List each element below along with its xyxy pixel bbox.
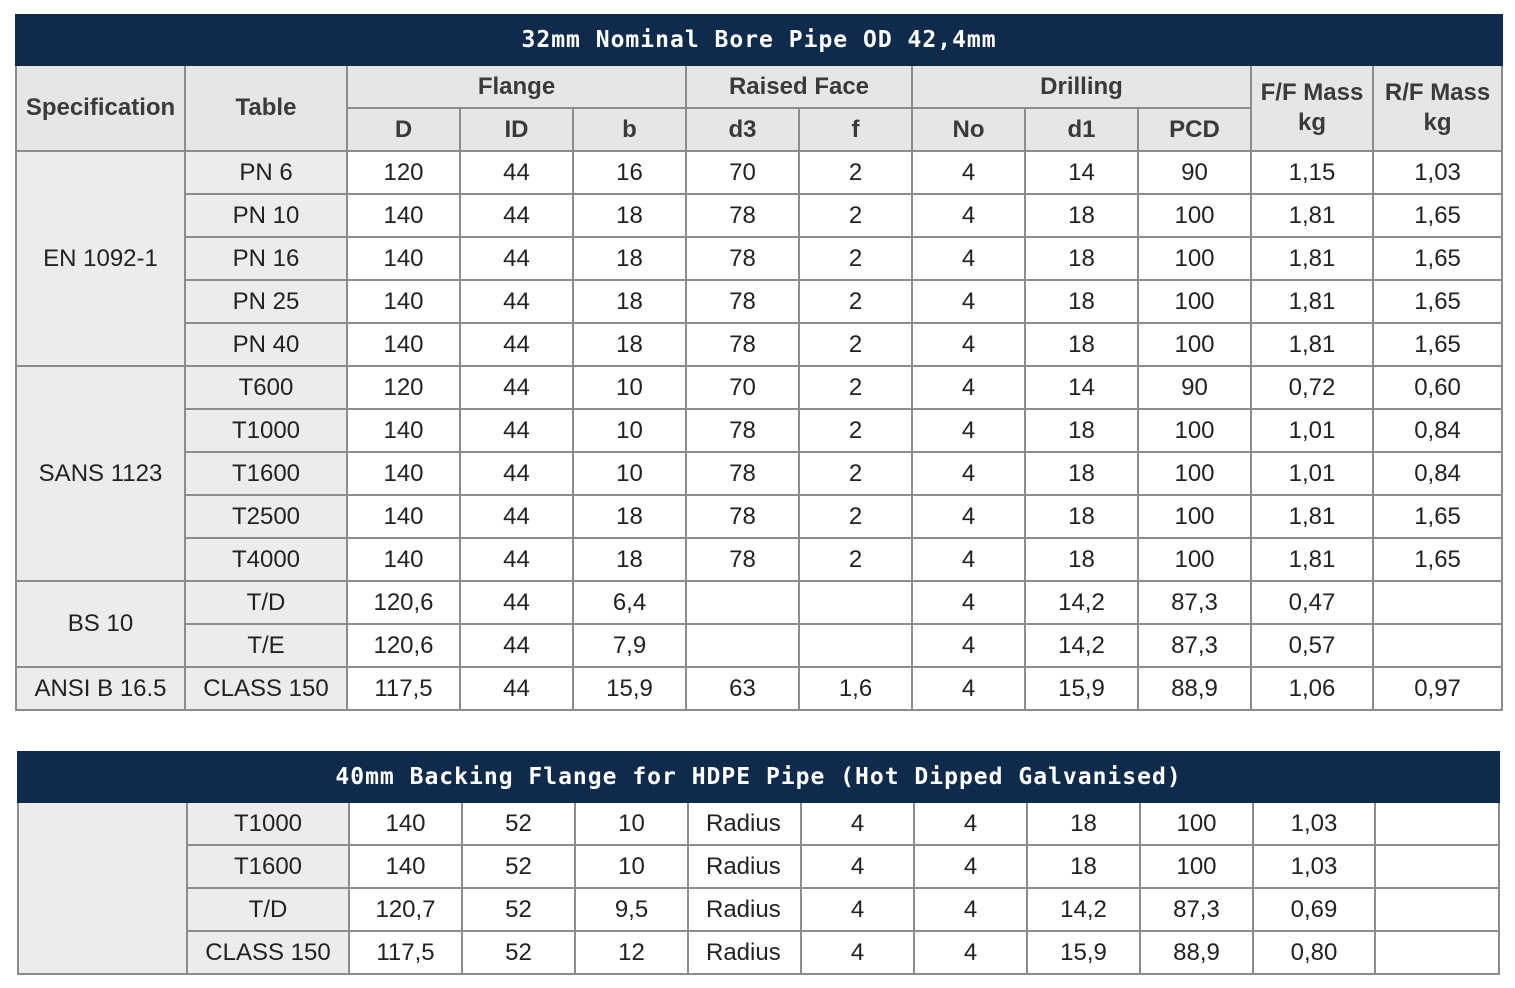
value-cell: 78: [686, 237, 799, 280]
table-name-cell: CLASS 150: [187, 931, 349, 974]
value-cell: 78: [686, 409, 799, 452]
value-cell: 87,3: [1138, 624, 1251, 667]
value-cell: 140: [347, 495, 460, 538]
value-cell: [1375, 888, 1499, 931]
value-cell: 120,7: [349, 888, 462, 931]
value-cell: 100: [1138, 280, 1251, 323]
value-cell: 10: [573, 366, 686, 409]
subheader-pcd: PCD: [1138, 108, 1251, 151]
value-cell: 100: [1138, 495, 1251, 538]
value-cell: 78: [686, 495, 799, 538]
value-cell: 4: [912, 366, 1025, 409]
value-cell: 1,65: [1373, 538, 1502, 581]
value-cell: 15,9: [1025, 667, 1138, 710]
table-name-cell: T600: [185, 366, 347, 409]
value-cell: 4: [801, 802, 914, 845]
value-cell: 2: [799, 194, 912, 237]
value-cell: 44: [460, 323, 573, 366]
value-cell: 78: [686, 538, 799, 581]
value-cell: 0,69: [1253, 888, 1375, 931]
specification-cell: [18, 802, 187, 974]
value-cell: 78: [686, 280, 799, 323]
value-cell: 0,80: [1253, 931, 1375, 974]
value-cell: 18: [573, 538, 686, 581]
value-cell: 1,81: [1251, 194, 1373, 237]
table-name-cell: T1600: [187, 845, 349, 888]
value-cell: 4: [912, 323, 1025, 366]
value-cell: 44: [460, 194, 573, 237]
specification-cell: EN 1092-1: [16, 151, 185, 366]
value-cell: 1,65: [1373, 280, 1502, 323]
table-title: 40mm Backing Flange for HDPE Pipe (Hot Dipped Galvanised): [18, 752, 1499, 802]
value-cell: 14,2: [1025, 624, 1138, 667]
value-cell: 117,5: [349, 931, 462, 974]
value-cell: [1373, 581, 1502, 624]
value-cell: 100: [1138, 538, 1251, 581]
value-cell: 0,47: [1251, 581, 1373, 624]
value-cell: 2: [799, 237, 912, 280]
table-row: [18, 845, 1499, 888]
value-cell: Radius: [688, 845, 801, 888]
value-cell: 18: [573, 237, 686, 280]
value-cell: 18: [1025, 452, 1138, 495]
subheader-d: D: [347, 108, 460, 151]
value-cell: 4: [912, 194, 1025, 237]
table-row: [16, 538, 1502, 581]
value-cell: 4: [914, 802, 1027, 845]
table-row: [16, 323, 1502, 366]
value-cell: 44: [460, 452, 573, 495]
value-cell: 14,2: [1025, 581, 1138, 624]
value-cell: 0,84: [1373, 452, 1502, 495]
value-cell: 44: [460, 151, 573, 194]
table-name-cell: PN 6: [185, 151, 347, 194]
value-cell: 18: [1025, 323, 1138, 366]
value-cell: 15,9: [1027, 931, 1140, 974]
value-cell: 10: [573, 452, 686, 495]
table-row: [18, 888, 1499, 931]
subheader-no: No: [912, 108, 1025, 151]
value-cell: 2: [799, 366, 912, 409]
value-cell: 117,5: [347, 667, 460, 710]
value-cell: 0,60: [1373, 366, 1502, 409]
value-cell: 140: [347, 280, 460, 323]
value-cell: 44: [460, 237, 573, 280]
value-cell: [799, 624, 912, 667]
value-cell: 1,06: [1251, 667, 1373, 710]
value-cell: 2: [799, 151, 912, 194]
backing-flange-table-40mm: [17, 751, 1500, 975]
value-cell: Radius: [688, 888, 801, 931]
value-cell: 4: [912, 581, 1025, 624]
value-cell: [1375, 845, 1499, 888]
table-name-cell: T2500: [185, 495, 347, 538]
header-raised-face: Raised Face: [686, 65, 912, 108]
table-row: [16, 624, 1502, 667]
value-cell: 1,6: [799, 667, 912, 710]
value-cell: 7,9: [573, 624, 686, 667]
value-cell: Radius: [688, 931, 801, 974]
value-cell: 14: [1025, 151, 1138, 194]
value-cell: 87,3: [1140, 888, 1253, 931]
value-cell: [1373, 624, 1502, 667]
table-name-cell: PN 16: [185, 237, 347, 280]
value-cell: 18: [573, 280, 686, 323]
table-name-cell: T1600: [185, 452, 347, 495]
value-cell: 120,6: [347, 581, 460, 624]
value-cell: 6,4: [573, 581, 686, 624]
value-cell: 2: [799, 538, 912, 581]
value-cell: 1,03: [1373, 151, 1502, 194]
table-row: [18, 931, 1499, 974]
value-cell: 1,15: [1251, 151, 1373, 194]
value-cell: 100: [1138, 323, 1251, 366]
value-cell: 78: [686, 194, 799, 237]
subheader-b: b: [573, 108, 686, 151]
table-name-cell: T4000: [185, 538, 347, 581]
value-cell: 1,81: [1251, 280, 1373, 323]
table-name-cell: T1000: [187, 802, 349, 845]
value-cell: 100: [1138, 237, 1251, 280]
value-cell: 44: [460, 538, 573, 581]
value-cell: 0,84: [1373, 409, 1502, 452]
value-cell: 18: [573, 194, 686, 237]
value-cell: 0,97: [1373, 667, 1502, 710]
table-row: [16, 194, 1502, 237]
value-cell: 44: [460, 280, 573, 323]
table-row: [16, 151, 1502, 194]
specification-cell: BS 10: [16, 581, 185, 667]
value-cell: 4: [914, 931, 1027, 974]
value-cell: 4: [912, 151, 1025, 194]
table-name-cell: PN 40: [185, 323, 347, 366]
value-cell: 18: [1027, 845, 1140, 888]
value-cell: 16: [573, 151, 686, 194]
value-cell: 1,81: [1251, 237, 1373, 280]
header-ff-mass: F/F Mass kg: [1251, 65, 1373, 151]
value-cell: 4: [912, 667, 1025, 710]
value-cell: 1,01: [1251, 452, 1373, 495]
value-cell: 18: [1025, 194, 1138, 237]
table-row: [16, 237, 1502, 280]
value-cell: 18: [1025, 495, 1138, 538]
value-cell: 18: [1025, 409, 1138, 452]
value-cell: 10: [575, 845, 688, 888]
table-row: [16, 280, 1502, 323]
value-cell: 4: [912, 624, 1025, 667]
value-cell: 4: [912, 280, 1025, 323]
value-cell: 44: [460, 366, 573, 409]
value-cell: 1,81: [1251, 538, 1373, 581]
value-cell: 90: [1138, 151, 1251, 194]
value-cell: [1375, 931, 1499, 974]
value-cell: [686, 624, 799, 667]
value-cell: 52: [462, 931, 575, 974]
value-cell: 78: [686, 323, 799, 366]
value-cell: 120: [347, 151, 460, 194]
value-cell: 1,03: [1253, 802, 1375, 845]
value-cell: 1,65: [1373, 237, 1502, 280]
value-cell: 100: [1140, 802, 1253, 845]
value-cell: 63: [686, 667, 799, 710]
header-rf-mass: R/F Mass kg: [1373, 65, 1502, 151]
value-cell: 78: [686, 452, 799, 495]
value-cell: 2: [799, 495, 912, 538]
value-cell: 18: [1025, 237, 1138, 280]
table-row: [16, 452, 1502, 495]
value-cell: 140: [347, 237, 460, 280]
table-row: [16, 495, 1502, 538]
table-row: [16, 581, 1502, 624]
value-cell: 9,5: [575, 888, 688, 931]
value-cell: 2: [799, 452, 912, 495]
value-cell: 14: [1025, 366, 1138, 409]
value-cell: 87,3: [1138, 581, 1251, 624]
table-name-cell: T/E: [185, 624, 347, 667]
value-cell: 44: [460, 624, 573, 667]
value-cell: [686, 581, 799, 624]
value-cell: 2: [799, 323, 912, 366]
value-cell: 1,65: [1373, 194, 1502, 237]
value-cell: 2: [799, 409, 912, 452]
value-cell: 52: [462, 802, 575, 845]
value-cell: 14,2: [1027, 888, 1140, 931]
value-cell: 52: [462, 845, 575, 888]
table-name-cell: T/D: [185, 581, 347, 624]
table-name-cell: PN 25: [185, 280, 347, 323]
value-cell: 4: [912, 495, 1025, 538]
value-cell: 4: [912, 452, 1025, 495]
table-row: [18, 802, 1499, 845]
value-cell: 1,81: [1251, 495, 1373, 538]
value-cell: 4: [801, 888, 914, 931]
value-cell: 100: [1138, 409, 1251, 452]
value-cell: Radius: [688, 802, 801, 845]
value-cell: 140: [347, 194, 460, 237]
value-cell: 18: [1025, 280, 1138, 323]
value-cell: 52: [462, 888, 575, 931]
value-cell: 0,57: [1251, 624, 1373, 667]
value-cell: 44: [460, 581, 573, 624]
header-drilling: Drilling: [912, 65, 1251, 108]
value-cell: 100: [1138, 194, 1251, 237]
table-title: 32mm Nominal Bore Pipe OD 42,4mm: [16, 15, 1502, 65]
value-cell: 4: [912, 409, 1025, 452]
value-cell: 4: [912, 237, 1025, 280]
value-cell: 2: [799, 280, 912, 323]
value-cell: [1375, 802, 1499, 845]
value-cell: 18: [573, 323, 686, 366]
value-cell: 100: [1140, 845, 1253, 888]
value-cell: 44: [460, 409, 573, 452]
value-cell: 90: [1138, 366, 1251, 409]
value-cell: 44: [460, 495, 573, 538]
value-cell: 18: [1025, 538, 1138, 581]
header-flange: Flange: [347, 65, 686, 108]
flange-spec-table-32mm: [15, 14, 1503, 711]
value-cell: 1,01: [1251, 409, 1373, 452]
value-cell: 140: [347, 452, 460, 495]
value-cell: 15,9: [573, 667, 686, 710]
header-table: Table: [185, 65, 347, 151]
value-cell: 140: [347, 323, 460, 366]
value-cell: 140: [347, 538, 460, 581]
subheader-id: ID: [460, 108, 573, 151]
value-cell: 1,65: [1373, 495, 1502, 538]
value-cell: 12: [575, 931, 688, 974]
table-name-cell: CLASS 150: [185, 667, 347, 710]
table-name-cell: PN 10: [185, 194, 347, 237]
table-name-cell: T1000: [185, 409, 347, 452]
value-cell: 70: [686, 366, 799, 409]
value-cell: 44: [460, 667, 573, 710]
value-cell: 88,9: [1140, 931, 1253, 974]
value-cell: 70: [686, 151, 799, 194]
value-cell: 4: [914, 888, 1027, 931]
value-cell: 18: [1027, 802, 1140, 845]
value-cell: 0,72: [1251, 366, 1373, 409]
value-cell: 1,03: [1253, 845, 1375, 888]
table-row: [16, 366, 1502, 409]
value-cell: 1,65: [1373, 323, 1502, 366]
subheader-d1: d1: [1025, 108, 1138, 151]
value-cell: 140: [349, 802, 462, 845]
value-cell: 4: [801, 931, 914, 974]
specification-cell: ANSI B 16.5: [16, 667, 185, 710]
value-cell: 1,81: [1251, 323, 1373, 366]
value-cell: 100: [1138, 452, 1251, 495]
value-cell: 4: [914, 845, 1027, 888]
table-row: [16, 667, 1502, 710]
value-cell: 88,9: [1138, 667, 1251, 710]
value-cell: 4: [801, 845, 914, 888]
value-cell: 4: [912, 538, 1025, 581]
value-cell: 140: [347, 409, 460, 452]
value-cell: 120,6: [347, 624, 460, 667]
value-cell: 10: [573, 409, 686, 452]
table-name-cell: T/D: [187, 888, 349, 931]
header-specification: Specification: [16, 65, 185, 151]
subheader-d3: d3: [686, 108, 799, 151]
value-cell: 18: [573, 495, 686, 538]
value-cell: 140: [349, 845, 462, 888]
value-cell: [799, 581, 912, 624]
specification-cell: SANS 1123: [16, 366, 185, 581]
value-cell: 120: [347, 366, 460, 409]
subheader-f: f: [799, 108, 912, 151]
table-row: [16, 409, 1502, 452]
value-cell: 10: [575, 802, 688, 845]
